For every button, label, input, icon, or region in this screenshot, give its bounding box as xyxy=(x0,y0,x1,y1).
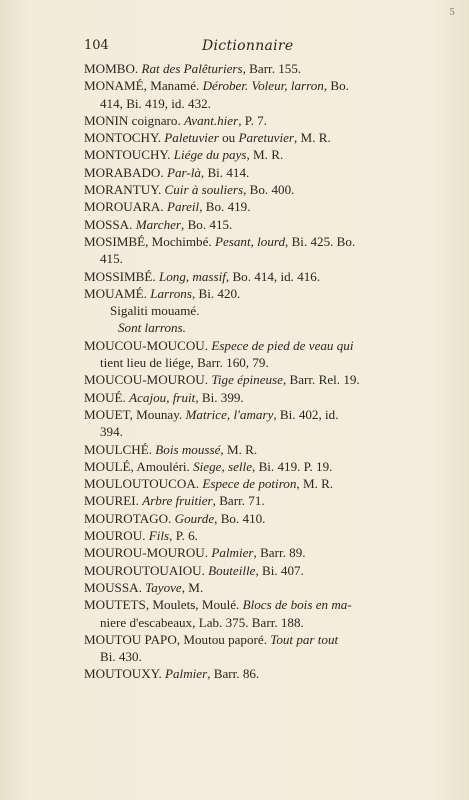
entry-headword: MONIN xyxy=(84,112,129,128)
dictionary-entry xyxy=(84,458,456,475)
entry-text: Mochimbé. xyxy=(148,233,215,249)
entry-text: , M. R. xyxy=(296,476,334,492)
entry-headword: MORABADO. xyxy=(84,164,164,180)
dictionary-entry xyxy=(84,216,456,233)
entry-gloss: Rat des Palêturiers xyxy=(141,61,243,76)
entry-gloss: Fils xyxy=(148,528,170,544)
entry-headword: MOSSIMBÉ. xyxy=(84,268,156,284)
dictionary-entry xyxy=(84,233,456,250)
entry-headword: MOUREI. xyxy=(84,493,139,509)
entry-gloss: Bois moussé xyxy=(155,441,221,457)
entry-text: , M. R. xyxy=(220,441,258,457)
entry-continuation xyxy=(84,614,456,631)
entry-gloss: Siege, selle xyxy=(193,458,253,474)
entry-gloss: Blocs de bois en ma- xyxy=(242,597,352,613)
entry-headword: MONAMÉ, xyxy=(84,78,147,94)
dictionary-entry xyxy=(84,579,456,596)
dictionary-entry xyxy=(84,319,456,336)
entry-text: , P. 7. xyxy=(238,112,267,128)
dictionary-entry xyxy=(84,631,456,648)
dictionary-entry xyxy=(84,60,456,77)
entry-continuation: 414, Bi. 419, id. 432. xyxy=(100,95,211,111)
entry-headword: MOUROU-MOUROU. xyxy=(84,545,209,561)
entry-gloss: Larrons xyxy=(150,285,192,301)
entry-text: ou xyxy=(218,130,239,146)
entry-headword: MOUET, xyxy=(84,406,133,422)
dictionary-entry xyxy=(84,302,456,319)
entry-headword: MOUTOU PAPO, xyxy=(84,631,181,647)
entry-gloss: Arbre fruitier xyxy=(142,493,213,509)
entry-example: Sigaliti mouamé. xyxy=(110,303,200,319)
dictionary-entry xyxy=(84,665,456,682)
entry-text: coignaro. xyxy=(128,112,185,128)
entry-headword: MOUROTAGO. xyxy=(84,510,172,526)
entry-headword: MONTOUCHY. xyxy=(84,147,171,163)
entry-text: , Bi. 407. xyxy=(255,562,304,578)
entry-headword: MONTOCHY. xyxy=(84,130,162,146)
entry-text: , M. xyxy=(181,579,204,595)
entry-gloss: Paletuvier xyxy=(164,130,219,146)
entry-gloss: Avant.hier xyxy=(184,112,239,128)
dictionary-entry xyxy=(84,371,456,388)
dictionary-entry xyxy=(84,337,456,354)
entry-gloss: Par-là xyxy=(166,164,201,180)
dictionary-entries xyxy=(84,60,456,683)
entry-text: , Bi. 419. P. 19. xyxy=(252,458,333,474)
entry-text: , Bi. 399. xyxy=(195,389,244,405)
entry-headword: MOUCOU-MOUCOU. xyxy=(84,337,209,353)
dictionary-entry xyxy=(84,492,456,509)
entry-text: Moutou paporé. xyxy=(180,631,271,647)
dictionary-entry xyxy=(84,389,456,406)
entry-gloss: Espece de pied de veau qui xyxy=(211,337,354,353)
dictionary-entry xyxy=(84,164,456,181)
entry-text: Mounay. xyxy=(132,406,186,422)
dictionary-entry xyxy=(84,146,456,163)
dictionary-entry xyxy=(84,562,456,579)
entry-gloss: Gourde xyxy=(174,510,215,526)
dictionary-entry xyxy=(84,285,456,302)
entry-continuation xyxy=(84,354,456,371)
entry-gloss: Liége du pays xyxy=(173,147,247,163)
entry-headword: MOUROUTOUAIOU. xyxy=(84,562,205,578)
entry-headword: MOUAMÉ. xyxy=(84,285,147,301)
entry-text: , Bi. 425. Bo. xyxy=(285,233,356,249)
entry-text: , Bo. 419. xyxy=(199,199,251,215)
dictionary-entry xyxy=(84,510,456,527)
dictionary-entry xyxy=(84,441,456,458)
entry-headword: MOUTOUXY. xyxy=(84,666,162,682)
entry-text: , Bo. xyxy=(323,78,349,94)
dictionary-entry xyxy=(84,406,456,423)
dictionary-entry xyxy=(84,129,456,146)
entry-gloss: Tayove xyxy=(145,579,182,595)
running-title: Dictionnaire xyxy=(202,38,294,54)
entry-gloss: niere d'escabeaux xyxy=(100,614,193,630)
entry-continuation: Bi. 430. xyxy=(100,649,142,665)
entry-gloss: Cuir à souliers xyxy=(164,182,244,198)
entry-headword: MOULÉ, xyxy=(84,458,134,474)
dictionary-entry xyxy=(84,544,456,561)
entry-continuation: 394. xyxy=(100,424,123,440)
dictionary-entry xyxy=(84,198,456,215)
entry-text: , Bi. 402, id. xyxy=(273,406,339,422)
entry-gloss: Pareil xyxy=(166,199,200,215)
dictionary-entry xyxy=(84,112,456,129)
entry-text: , Bo. 414, id. 416. xyxy=(225,268,321,284)
entry-gloss: Espece de potiron xyxy=(202,476,297,492)
entry-gloss: Tout par tout xyxy=(270,631,339,647)
entry-continuation: 415. xyxy=(100,251,123,267)
dictionary-entry xyxy=(84,475,456,492)
entry-gloss: Tige épineuse xyxy=(211,372,283,388)
entry-headword: MOROUARA. xyxy=(84,199,164,215)
entry-gloss: tient lieu de liége xyxy=(100,355,191,371)
entry-text: , Bi. 420. xyxy=(191,285,241,301)
dictionary-entry xyxy=(84,268,456,285)
entry-headword: MOUCOU-MOUROU. xyxy=(84,372,209,388)
entry-gloss: Palmier xyxy=(165,666,208,682)
entry-headword: MOUROU. xyxy=(84,528,146,544)
entry-gloss: Long, massif xyxy=(158,268,226,284)
entry-text: , Barr. Rel. 19. xyxy=(282,372,360,388)
entry-gloss: Dérober. Voleur, larron xyxy=(202,78,324,94)
entry-text: , Barr. 89. xyxy=(253,545,306,561)
entry-gloss: Palmier xyxy=(211,545,254,561)
entry-gloss: Paretuvier xyxy=(238,130,294,146)
entry-text: , M. R. xyxy=(294,130,331,146)
dictionary-entry xyxy=(84,77,456,94)
entry-text: , Lab. 375. Barr. 188. xyxy=(192,614,304,630)
dictionary-entry xyxy=(84,181,456,198)
entry-gloss: Acajou, fruit xyxy=(129,389,196,405)
dictionary-entry xyxy=(84,527,456,544)
entry-headword: MOULCHÉ. xyxy=(84,441,153,457)
entry-headword: MOMBO. xyxy=(84,61,139,76)
entry-gloss: Pesant, lourd xyxy=(214,233,286,249)
entry-text: , Bi. 414. xyxy=(200,164,250,180)
entry-headword: MOUSSA. xyxy=(84,579,142,595)
entry-gloss: Marcher xyxy=(135,216,182,232)
page-number: 104 xyxy=(84,38,109,53)
corner-mark: 5 xyxy=(449,8,455,18)
entry-text: , Barr. 160, 79. xyxy=(190,355,269,371)
entry-text: Manamé. xyxy=(146,78,203,94)
entry-text: , Barr. 155. xyxy=(242,61,302,76)
entry-text: , P. 6. xyxy=(169,528,198,544)
entry-gloss: Bouteille xyxy=(208,562,256,578)
dictionary-entry xyxy=(84,596,456,613)
entry-text: , Barr. 86. xyxy=(207,666,260,682)
entry-headword: MORANTUY. xyxy=(84,182,162,198)
entry-gloss: Matrice, l'amary xyxy=(185,406,274,422)
entry-text: , Barr. 71. xyxy=(212,493,265,509)
entry-headword: MOUÉ. xyxy=(84,389,126,405)
entry-text: Amouléri. xyxy=(133,458,194,474)
entry-text: Moulets, Moulé. xyxy=(149,597,243,613)
entry-headword: MOUTETS, xyxy=(84,597,150,613)
entry-example: Sont larrons. xyxy=(118,320,186,336)
entry-headword: MOSSA. xyxy=(84,216,133,232)
page-header xyxy=(84,38,449,58)
entry-headword: MOSIMBÉ, xyxy=(84,233,149,249)
entry-text: , Bo. 415. xyxy=(181,216,233,232)
entry-headword: MOULOUTOUCOA. xyxy=(84,476,200,492)
entry-text: , M. R. xyxy=(246,147,284,163)
entry-text: , Bo. 400. xyxy=(243,182,295,198)
entry-text: , Bo. 410. xyxy=(214,510,266,526)
